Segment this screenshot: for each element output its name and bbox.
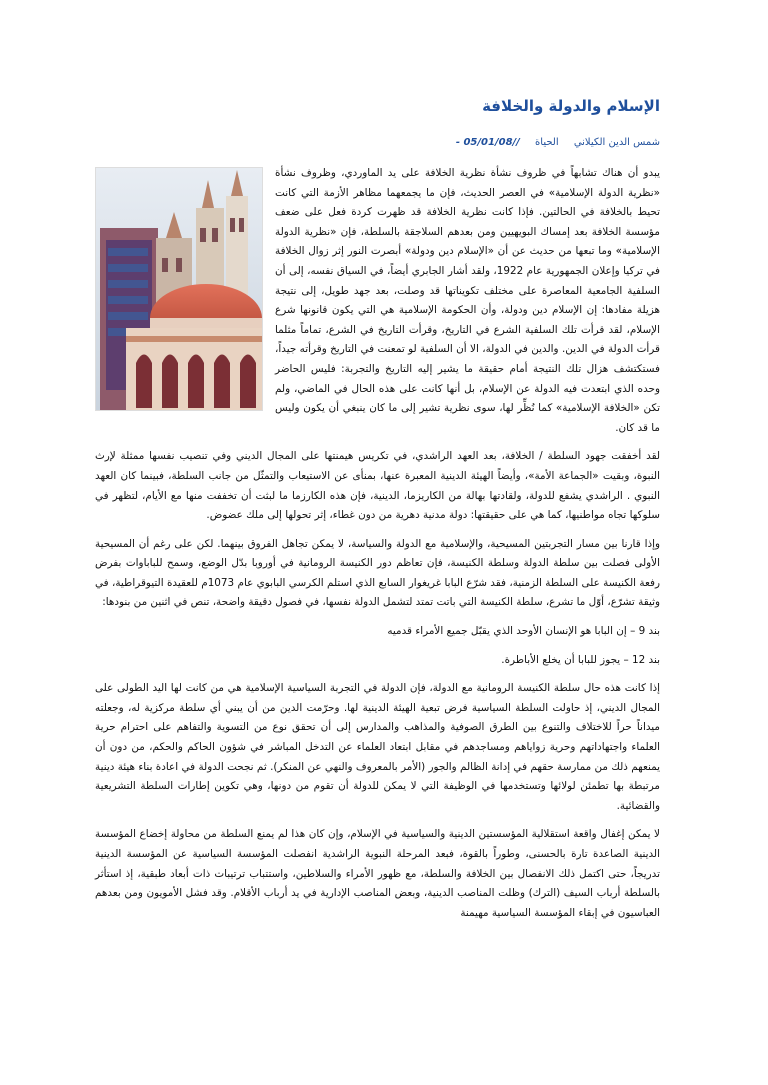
paragraph: وإذا قارنا بين مسار التجربتين المسيحية، والإسلامية مع الدولة والسياسة، لا يمكن تجاهل الفروق بينهما. لكن على رغم أن المسيحية الأولى فصلت بين سلطة الدولة وسلطة الكنيسة، فإن تعاظم دور الكنيسة الرومانية في أوروبا بدّل الوضع، وسمح للباباوات بفرض رفعة الكنيسة على السلطة الزمنية، فقد شرّع البابا غريغوار السابع الذي استلم الكرسي البابوي عام 1073م للعقيدة التيوقراطية، في وثيقة تشرّع، أوّل ما تشرع، سلطة الكنيسة التي باتت تمتد لتشمل الدولة نفسها، في فصول دقيقة واضحة، تنص في اثنين من بنودها: — [95, 537, 660, 609]
publish-date: - 05/01/08// — [455, 137, 520, 148]
paragraph: إذا كانت هذه حال سلطة الكنيسة الرومانية مع الدولة، فإن الدولة في التجربة السياسية الإسلامية هي من كانت لها اليد الطولى على المجال الديني، إذ حاولت السلطة السياسية فرض تبعية الهيئة الدينية لها. وحرّمت الدين من أن يبني أي سلطة مركزية له، وجعلته ميداناً حراً للاختلاف والتنوع بين الطرق الصوفية والمذاهب والمدارس إلى أن تحقق نوع من التسوية والتفاهم على احترام حرية العلماء واجتهاداتهم وحرية زواياهم ومساجدهم في مقابل ابتعاد العلماء عن التدخل المباشر في شؤون الحاكم والحكم، من دون أن يمنعهم ذلك من ممارسة حقهم في إدانة الظالم والجور (الأمر بالمعروف والنهي عن المنكر). ثم نجحت الدولة في اعادة بناء هيئة دينية مرتبطة بها تطمئن لولائها وتستخدمها في الوظيفة التي لا يمكن للدولة أن تقوم من دونها، وهي تكوين إطارات السلطة التشريعية والقضائية. — [95, 682, 660, 812]
paragraph: يبدو أن هناك تشابهاً في ظروف نشأة نظرية الخلافة على يد الماوردي، وظروف نشأة «نظرية الدولة الإسلامية» في العصر الحديث، فإن ما يجمعهما مظاهر الأزمة التي كانت تحيط بالخلافة في الحالتين. فإذا كانت نظرية الخلافة قد ظهرت كردة فعل على ضعف مؤسسة الخلافة بعد إمساك البويهيين ومن بعدهم السلاجقة بالسلطة، فإن «نظرية الدولة الإسلامية» وما تبعها من حديث عن أن «الإسلام دين ودولة» أبصرت النور إثر زوال الخلافة في تركيا وإعلان الجمهورية عام 1922، ولقد أشار الجابري أيضاً، في السياق نفسه، إلى أن السلفية الجامعية المعاصرة على مختلف تكويناتها قد وصلت، بعد جهد طويل، إلى نتيجة هزيلة مفادها: إن الإسلام دين ودولة، وأن الحكومة الإسلامية هي التي يكون قانونها شرع الإسلام، لقد قرأت تلك السلفية الشرع في التاريخ، وقرأت التاريخ في الشرع، تماماً مثلما قرأت الدولة في الدين. والدين في الدولة، الا أن السلفية لو تمعنت في التاريخ وقرأته جيداً، فستكتشف هزال تلك النتيجة أمام حقيقة ما يشير إليه التاريخ والتجربة: فليس الحاضر وحده الذي ابتعدت فيه الدولة عن الإسلام، بل أنها كانت على هذه الحال في الماضي، ولم تكن «الخلافة الإسلامية» كما نُظِّر لها، سوى نظرية تشير إلى ما كان ينبغي أن يكون وليس ما قد كان. — [275, 167, 660, 434]
clause-item: بند 12 – يجوز للبابا أن يخلع الأباطرة. — [501, 653, 660, 666]
clause-item: بند 9 – إن البابا هو الإنسان الأوحد الذي يقبّل جميع الأمراء قدميه — [387, 625, 660, 638]
article-body — [95, 164, 660, 923]
article — [95, 96, 660, 932]
article-title: الإسلام والدولة والخلافة — [482, 97, 660, 115]
byline — [95, 136, 660, 150]
source-name: الحياة — [535, 137, 559, 148]
paragraph: لا يمكن إغفال واقعة استقلالية المؤسستين الدينية والسياسية في الإسلام، وإن كان هذا لم يمنع السلطة من محاولة إخضاع المؤسسة الدينية الصاعدة تارة بالحسنى، وطوراً بالقوة، فبعد المرحلة النبوية الراشدية انفصلت المؤسسة السياسية عن المؤسسة الدينية تدريجاً، حتى اكتمل ذلك الانفصال بين الخلافة والسلطة، مع ظهور الأمراء والسلاطين، واستتباب ترتيبات ذات أبعاد طبقية، إذ استأثر بالسلطة أرباب السيف (الترك) وظلت المناصب الدينية، وبعض المناصب الإدارية في يد أرباب الأقلام. وقد فشل الأمويون ومن بعدهم العباسيون في إبقاء المؤسسة السياسية مهيمنة — [95, 828, 660, 919]
paragraph: لقد أخفقت جهود السلطة / الخلافة، بعد العهد الراشدي، في تكريس هيمنتها على المجال الديني وفي تنصيب نفسها ممثلة لإرث النبوة، وبقيت «الجماعة الأمة»، وأيضاً الهيئة الدينية المعبرة عنها، بمنأى عن الاستيعاب والتمثّل من جانب السلطة، فبينما كان العهد النبوي . الراشدي يشفع للدولة، ولقادتها بهالة من الكاريزما، الدينية، فإن هذه الكارزما ما لبثت أن تخففت منها مع الأيام، لتظهر في سلوكها تجاه مواطنيها، كما هي على حقيقتها: دولة مدنية دهرية من دون غطاء، إثر تحولها إلى ملك عضوض. — [95, 450, 660, 522]
author-name: شمس الدين الكيلاني — [573, 137, 660, 148]
mosque-photo — [95, 167, 263, 411]
